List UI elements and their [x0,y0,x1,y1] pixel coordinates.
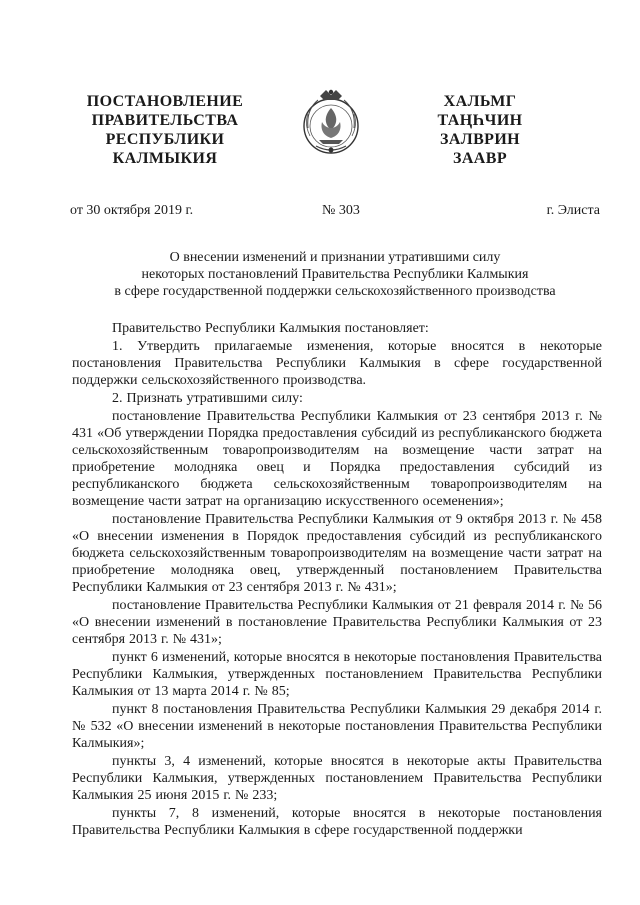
header-kalmyk-line: ЗААВР [453,150,507,167]
body-paragraph: пункт 6 изменений, которые вносятся в некоторые постановления Правительства Республики Калмыкия, утвержденных постановлением Правительства Республики Калмыкия от 13 марта 2014 г. № 85; [72,650,602,699]
header-kalmyk-line: ЗАЛВРИН [439,131,521,148]
document-body [72,320,602,839]
header-kalmyk-line: ТАҢҺЧИН [437,112,523,129]
document-number: № 303 [322,203,360,218]
header-russian-line: ПРАВИТЕЛЬСТВА [91,112,239,129]
body-paragraph: постановление Правительства Республики Калмыкия от 9 октября 2013 г. № 458 «О внесении изменения в Порядок предоставления субсидий из республиканского бюджета сельскохозяйственным товаропроизводителям на возмещение части затрат на приобретение молодняка овец, утвержденный постановлением Правительства Республики Калмыкия от 23 сентября 2013 г. № 431»; [72,512,602,595]
title-line: О внесении изменений и признании утратившими силу [169,250,501,265]
title-line: некоторых постановлений Правительства Республики Калмыкия [141,267,529,282]
body-paragraph: пункты 3, 4 изменений, которые вносятся в некоторые акты Правительства Республики Калмыкия, утвержденных постановлением Правительства Республики Калмыкия 25 июня 2015 г. № 233; [72,754,602,803]
header-russian-line: ПОСТАНОВЛЕНИЕ [86,93,244,110]
body-paragraph: 1. Утвердить прилагаемые изменения, которые вносятся в некоторые постановления Правительства Республики Калмыкия в сфере государственной поддержки сельскохозяйственного производства. [72,339,602,388]
document-date: от 30 октября 2019 г. [70,203,194,218]
body-paragraph: пункт 8 постановления Правительства Республики Калмыкия 29 декабря 2014 г. № 532 «О внесении изменений в некоторые постановления Правительства Республики Калмыкия»; [72,702,602,751]
header-russian-line: РЕСПУБЛИКИ [105,131,225,148]
header-kalmyk-line: ХАЛЬМГ [443,93,517,110]
header-russian [70,92,260,168]
document-title [70,249,600,300]
body-paragraph: постановление Правительства Республики Калмыкия от 21 февраля 2014 г. № 56 «О внесении изменений в постановление Правительства Республики Калмыкия от 23 сентября 2013 г. № 431»; [72,598,602,647]
body-paragraph: Правительство Республики Калмыкия постановляет: [112,321,429,336]
body-paragraph: 2. Признать утратившими силу: [112,391,303,406]
title-line: в сфере государственной поддержки сельскохозяйственного производства [114,284,556,299]
header-kalmyk [400,92,560,168]
kalmykia-coat-of-arms-icon [298,86,364,158]
body-paragraph: постановление Правительства Республики Калмыкия от 23 сентября 2013 г. № 431 «Об утверждении Порядка предоставления субсидий из республиканского бюджета сельскохозяйственным товаропроизводителям на возмещение части затрат на приобретение молодняка овец и Порядка предоставления субсидий из республиканского бюджета сельскохозяйственным товаропроизводителям на возмещение части затрат на организацию искусственного осеменения»; [72,409,602,509]
document-city: г. Элиста [546,203,600,218]
body-paragraph: пункты 7, 8 изменений, которые вносятся в некоторые постановления Правительства Республики Калмыкия в сфере государственной поддержки [72,806,602,838]
document-meta [70,203,600,221]
header-russian-line: КАЛМЫКИЯ [112,150,218,167]
